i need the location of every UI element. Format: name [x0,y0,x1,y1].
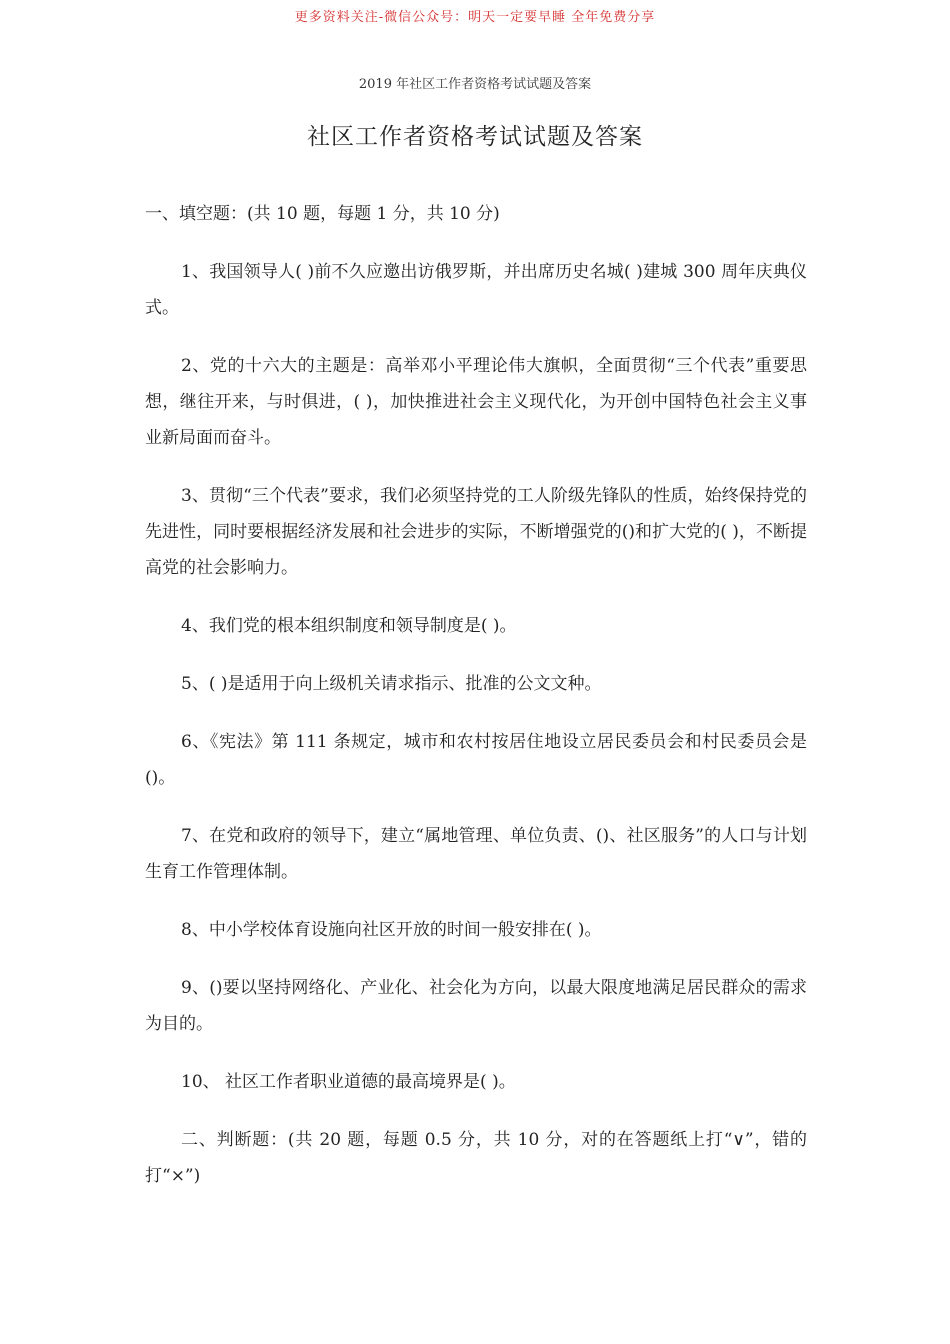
promo-banner: 更多资料关注-微信公众号：明天一定要早睡 全年免费分享 [294,10,656,25]
question-10: 10、 社区工作者职业道德的最高境界是( )。 [181,1072,516,1092]
document-body [145,196,807,1194]
question-3: 3、贯彻“三个代表”要求，我们必须坚持党的工人阶级先锋队的性质，始终保持党的先进性，同时要根据经济发展和社会进步的实际，不断增强党的()和扩大党的( )，不断提高党的社会影响力。 [145,486,807,578]
document-title: 社区工作者资格考试试题及答案 [307,124,643,150]
running-head: 2019 年社区工作者资格考试试题及答案 [358,77,592,92]
question-9: 9、()要以坚持网络化、产业化、社会化为方向，以最大限度地满足居民群众的需求为目的。 [145,978,807,1034]
question-4: 4、我们党的根本组织制度和领导制度是( )。 [181,616,517,636]
question-2: 2、党的十六大的主题是：高举邓小平理论伟大旗帜，全面贯彻“三个代表”重要思想，继往开来，与时俱进，( )，加快推进社会主义现代化，为开创中国特色社会主义事业新局面而奋斗。 [145,356,807,448]
question-1: 1、我国领导人( )前不久应邀出访俄罗斯，并出席历史名城( )建城 300 周年庆典仪式。 [145,262,807,318]
question-5: 5、( )是适用于向上级机关请求指示、批准的公文文种。 [181,674,602,694]
question-7: 7、在党和政府的领导下，建立“属地管理、单位负责、()、社区服务”的人口与计划生育工作管理体制。 [145,826,807,882]
section-heading-true-false: 二、判断题：(共 20 题，每题 0.5 分，共 10 分，对的在答题纸上打“∨”，错的打“×”) [145,1130,807,1186]
question-6: 6、《宪法》第 111 条规定，城市和农村按居住地设立居民委员会和村民委员会是()。 [145,732,807,788]
section-heading-fill-in-blank: 一、填空题：(共 10 题，每题 1 分，共 10 分) [145,204,500,224]
question-8: 8、中小学校体育设施向社区开放的时间一般安排在( )。 [181,920,602,940]
